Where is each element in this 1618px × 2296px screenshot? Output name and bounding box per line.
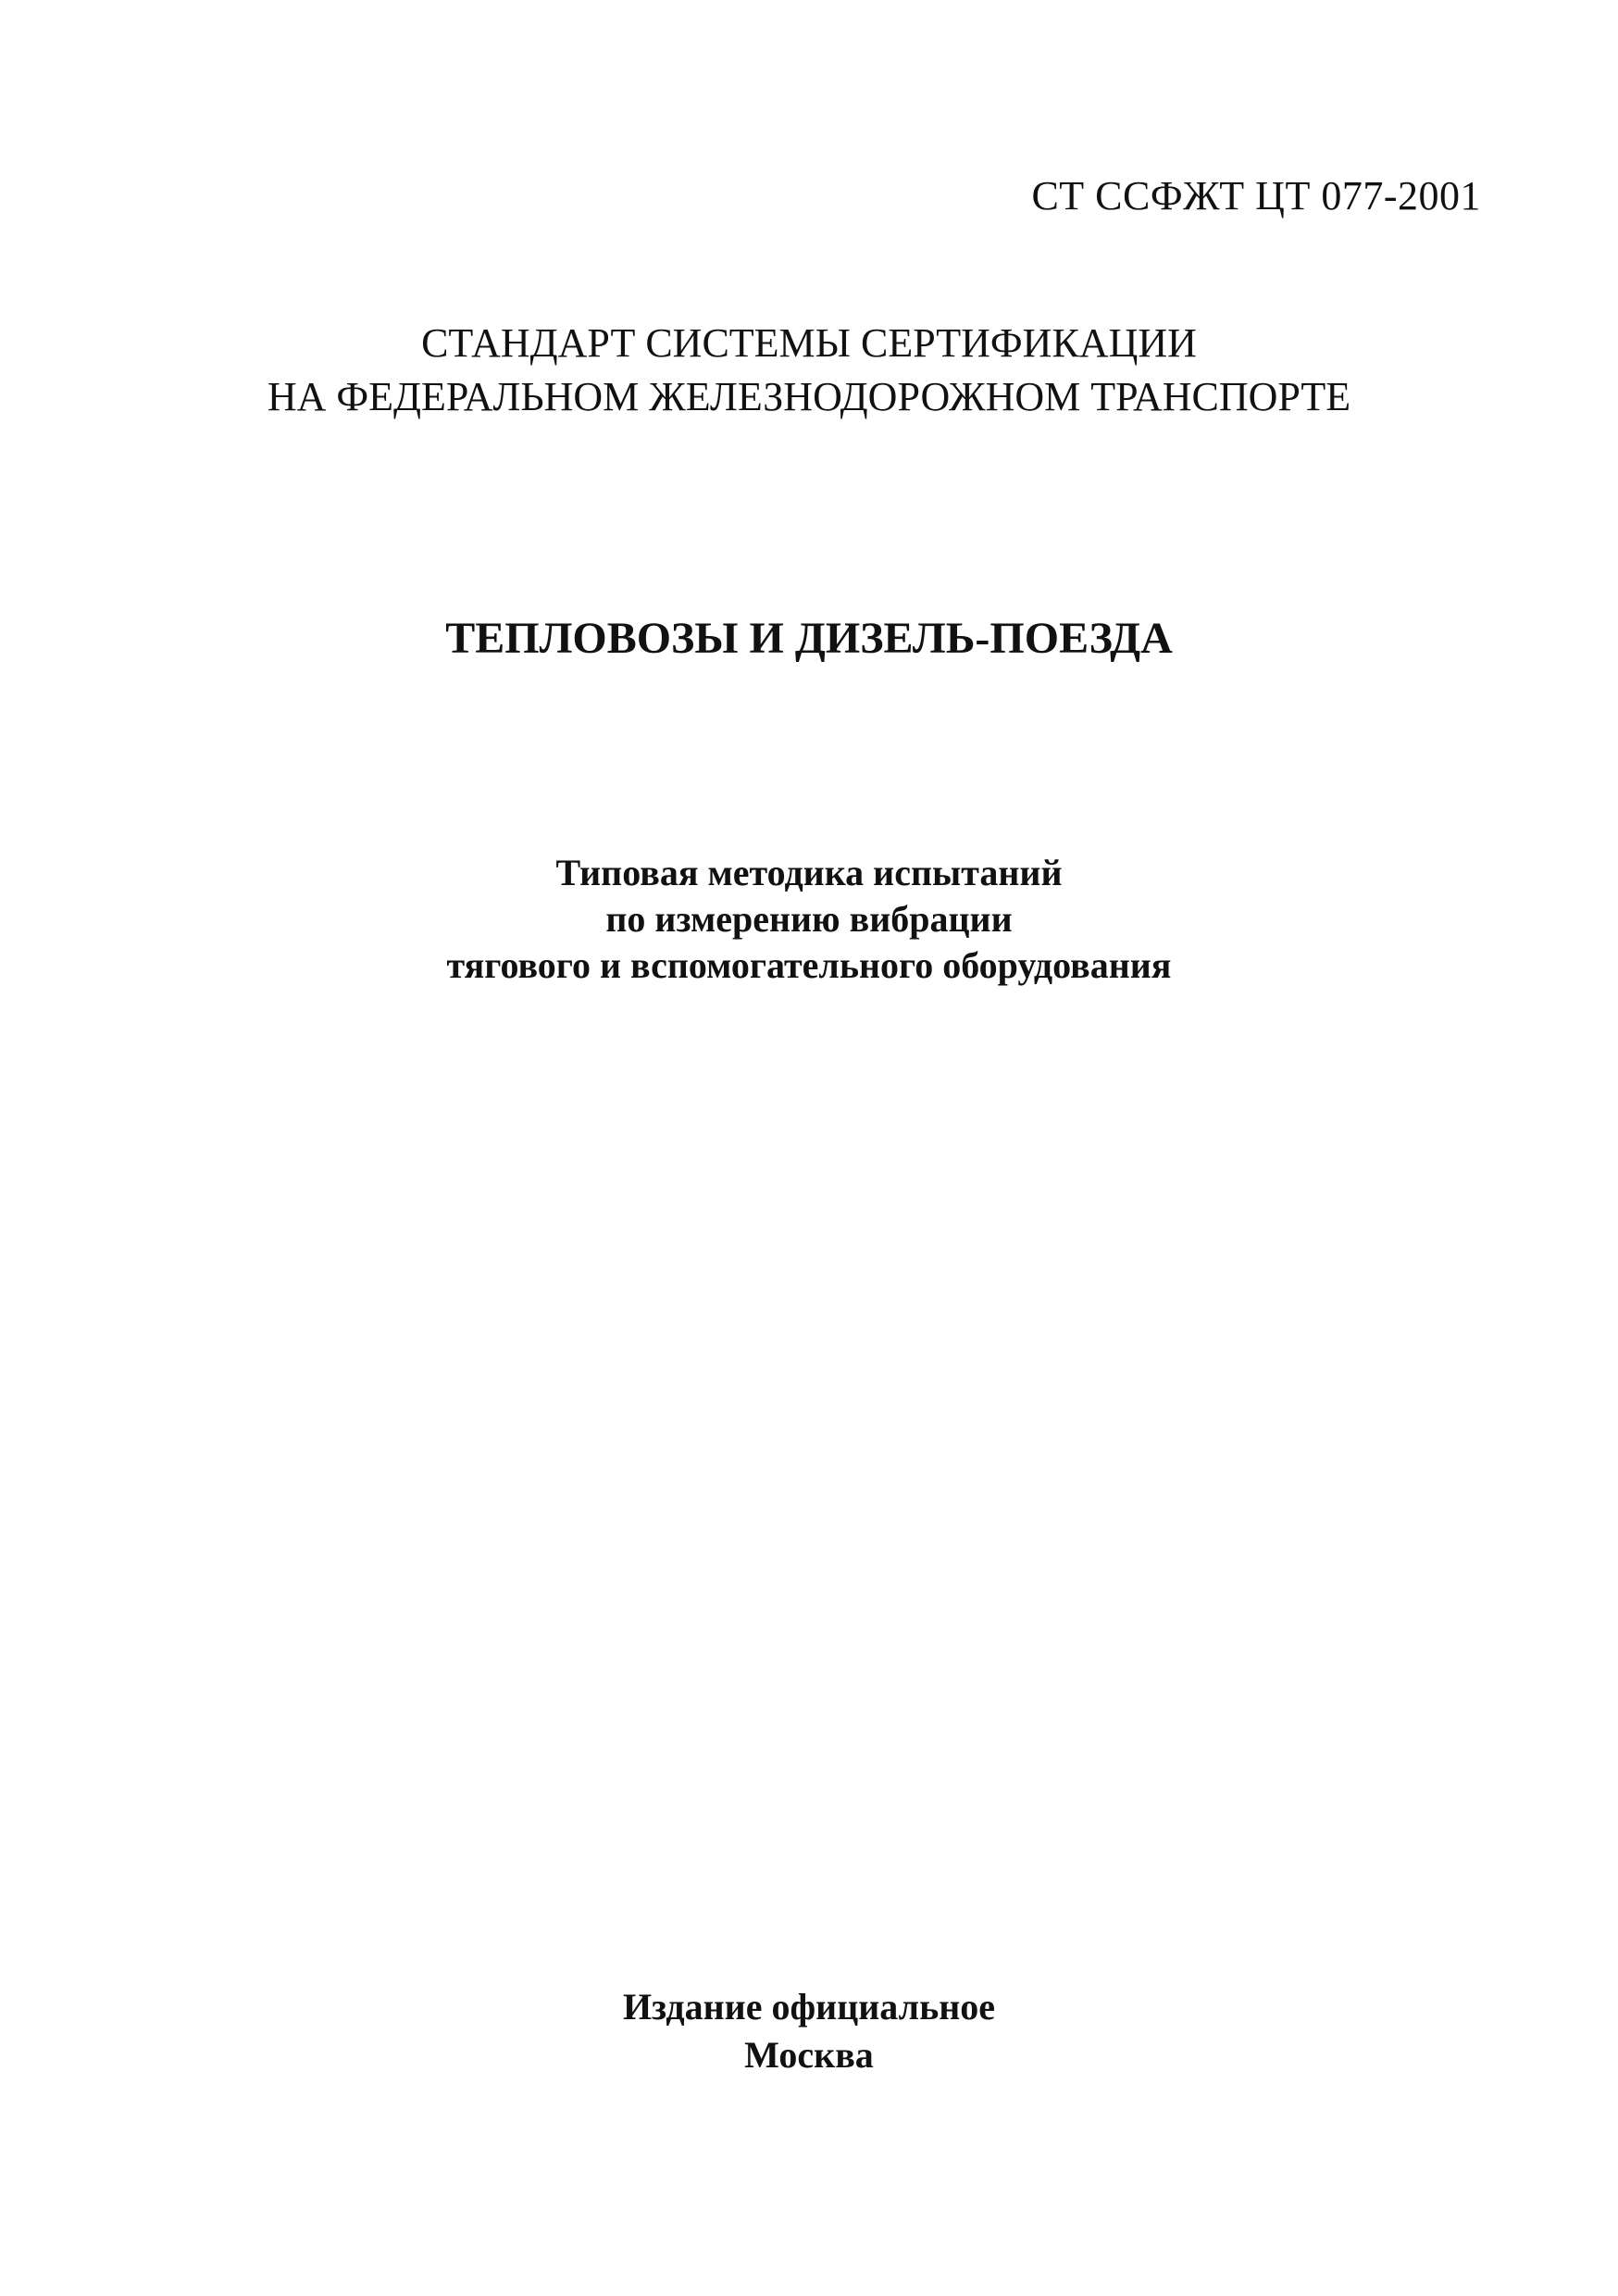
- document-title: ТЕПЛОВОЗЫ И ДИЗЕЛЬ-ПОЕЗДА: [445, 614, 1173, 663]
- subtitle-line-3: тягового и вспомогательного оборудования: [446, 944, 1172, 986]
- subtitle-line-1: Типовая методика испытаний: [555, 852, 1063, 893]
- document-subtitle: [0, 850, 1618, 989]
- publication-city: Москва: [744, 2034, 874, 2076]
- subtitle-line-2: по измерению вибрации: [605, 898, 1013, 940]
- standard-designation: СТ ССФЖТ ЦТ 077-2001: [1031, 173, 1481, 218]
- certification-system-heading: [0, 317, 1618, 424]
- system-heading-line-2: НА ФЕДЕРАЛЬНОМ ЖЕЛЕЗНОДОРОЖНОМ ТРАНСПОРТЕ: [267, 374, 1351, 419]
- edition-label: Издание официальное: [622, 1986, 996, 2028]
- system-heading-line-1: СТАНДАРТ СИСТЕМЫ СЕРТИФИКАЦИИ: [421, 320, 1197, 366]
- publication-info: [0, 1983, 1618, 2079]
